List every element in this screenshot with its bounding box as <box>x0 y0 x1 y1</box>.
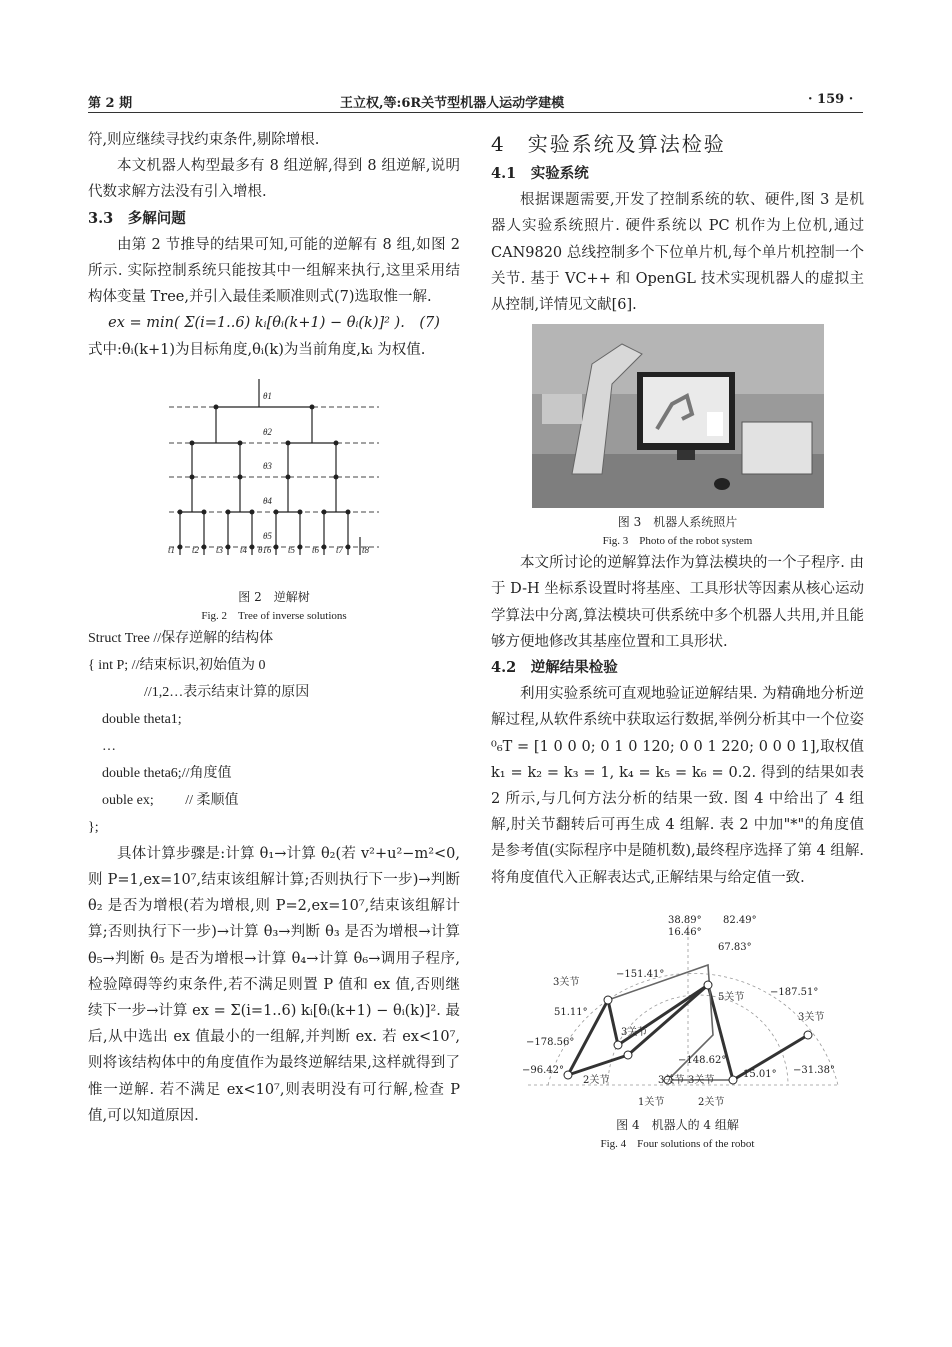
paragraph: 利用实验系统可直观地验证逆解结果. 为精确地分析逆解过程,从软件系统中获取运行数据,举例分析其中一个位姿⁰₆T = [1 0 0 0; 0 1 0 120; 0 0 1 220; 0 0 0 1],取权值 k₁ = k₂ = k₃ = 1, k₄ = k₅ = k₆ = 0.2. 得到的结果如表 2 所示,与几何方法分析的结果一致. 图 4 中给出了 4 组解,肘关节翻转后可再生成 4 组解. 表 2 中加"*"的角度值是参考值(实际程序中是随机数),最终程序选择了第 4 组解. 将角度值代入正解表达式,正解结果与给定值一致. <box>491 686 864 886</box>
page-number: · 159 · <box>808 92 854 107</box>
angle-label: −151.41° <box>615 968 664 980</box>
angle-label: 82.49° <box>722 914 757 926</box>
paragraph: 由第 2 节推导的结果可知,可能的逆解有 8 组,如图 2 所示. 实际控制系统只能按其中一组解来执行,这里采用结构体变量 Tree,并引入最佳柔顺准则式(7)选取惟一解. <box>88 236 460 306</box>
joint-label: 3关节 <box>657 1074 684 1086</box>
joint-label: 2关节 <box>582 1074 609 1086</box>
inverse-solution-tree-figure <box>164 377 384 587</box>
angle-label: 38.89° <box>667 914 702 926</box>
left-column <box>88 127 460 1129</box>
figure-caption-en: Fig. 2 Tree of inverse solutions <box>201 609 347 622</box>
joint-label: 3关节 <box>552 976 579 988</box>
tree-leaf-label: θ16 <box>258 544 272 555</box>
tree-level-label: θ2 <box>263 426 272 437</box>
tree-level-label: θ5 <box>263 530 272 541</box>
tree-leaf-label: t3 <box>216 544 224 555</box>
figure-caption-en: Fig. 3 Photo of the robot system <box>602 535 753 548</box>
tree-leaf-label: t7 <box>336 544 344 555</box>
angle-label: −187.51° <box>769 986 818 998</box>
tree-level-label: θ3 <box>263 460 272 471</box>
paragraph: 式中:θᵢ(k+1)为目标角度,θᵢ(k)为当前角度,kᵢ 为权值. <box>88 341 426 358</box>
paragraph: 根据课题需要,开发了控制系统的软、硬件,图 3 是机器人实验系统照片. 硬件系统以 PC 机作为上位机,通过 CAN9820 总线控制多个下位单片机,每个单片机控制一个关节. 基于 VC++ 和 OpenGL 技术实现机器人的虚拟主从控制,详情见文献[6]. <box>491 192 864 314</box>
code-line: double theta6;//角度值 <box>88 765 232 781</box>
angle-label: −148.62° <box>677 1054 726 1066</box>
paragraph: 符,则应继续寻找约束条件,剔除增根. <box>88 132 320 148</box>
right-column <box>491 127 864 1153</box>
figure-caption: 图 2 逆解树 <box>238 589 310 604</box>
angle-label: −31.38° <box>792 1064 835 1076</box>
angle-label: 67.83° <box>717 941 752 953</box>
figure-caption-en: Fig. 4 Four solutions of the robot <box>600 1137 755 1150</box>
angle-label: −178.56° <box>525 1036 574 1048</box>
joint-label: 2关节 <box>697 1096 724 1108</box>
robot-system-photo <box>532 324 824 508</box>
code-line: }; <box>88 819 99 835</box>
tree-level-label: θ1 <box>263 390 272 401</box>
tree-leaf-label: t6 <box>312 544 320 555</box>
four-solutions-figure <box>508 905 848 1115</box>
angle-label: 15.01° <box>742 1068 777 1080</box>
section-heading: 3.3 多解问题 <box>88 209 186 227</box>
section-heading: 4 实验系统及算法检验 <box>491 132 726 156</box>
code-line: //1,2…表示结束计算的原因 <box>88 684 310 700</box>
angle-label: 16.46° <box>667 926 702 938</box>
code-line: … <box>88 738 116 754</box>
equation-7: ex = min( Σ(i=1..6) kᵢ[θᵢ(k+1) − θᵢ(k)]² ). (7) <box>108 315 440 332</box>
code-line: double theta1; <box>88 711 182 727</box>
joint-label: 3关节 <box>620 1026 647 1038</box>
subsection-heading: 4.1 实验系统 <box>491 165 589 182</box>
header-rule <box>88 112 863 113</box>
tree-leaf-label: t8 <box>362 544 370 555</box>
figure-caption: 图 4 机器人的 4 组解 <box>616 1117 739 1132</box>
tree-leaf-label: t1 <box>168 544 176 555</box>
angle-label: 51.11° <box>553 1006 588 1018</box>
code-line: Struct Tree //保存逆解的结构体 <box>88 630 274 646</box>
issue-number: 第 2 期 <box>88 96 133 111</box>
tree-leaf-label: t2 <box>192 544 200 555</box>
code-line: { int P; //结束标识,初始值为 0 <box>88 657 266 673</box>
joint-label: 5关节 <box>717 991 744 1003</box>
tree-leaf-label: t5 <box>288 544 296 555</box>
joint-label: 3关节 <box>687 1074 714 1086</box>
paragraph: 具体计算步骤是:计算 θ₁→计算 θ₂(若 v²+u²−m²<0,则 P=1,ex=10⁷,结束该组解计算;否则执行下一步)→判断 θ₂ 是否为增根(若为增根,则 P=2,ex=10⁷,结束该组解计算;否则执行下一步)→计算 θ₃→判断 θ₃ 是否为增根→计算 θ₅→判断 θ₅ 是否为增根→计算 θ₄→计算 θ₆→调用子程序,检验障碍等约束条件,若不满足则置 P 值和 ex 值,否则继续下一步→计算 ex = Σ(i=1..6) kᵢ[θᵢ(k+1) − θᵢ(k)]². 最后,从中选出 ex 值最小的一组解,并判断 ex. 若 ex<10⁷,则将该结构体中的角度值作为最终逆解结果,这样就得到了惟一逆解. 若不满足 ex<10⁷,则表明没有可行解,检查 P 值,可以知道原因. <box>88 845 460 1124</box>
figure-caption: 图 3 机器人系统照片 <box>617 515 738 530</box>
code-listing <box>88 625 460 841</box>
code-line: ouble ex; // 柔顺值 <box>88 792 239 808</box>
angle-label: −96.42° <box>521 1064 564 1076</box>
paragraph: 本文所讨论的逆解算法作为算法模块的一个子程序. 由于 D-H 坐标系设置时将基座、工具形状等因素从核心运动学算法中分离,算法模块可供系统中多个机器人共用,并且能够方便地修改其基座位置和工具形状. <box>491 555 864 650</box>
running-title: 王立权,等:6R关节型机器人运动学建模 <box>340 96 565 111</box>
joint-label: 3关节 <box>797 1011 824 1023</box>
tree-level-label: θ4 <box>263 495 272 506</box>
subsection-heading: 4.2 逆解结果检验 <box>491 659 618 677</box>
tree-leaf-label: t4 <box>240 544 248 555</box>
paragraph: 本文机器人构型最多有 8 组逆解,得到 8 组逆解,说明代数求解方法没有引入增根. <box>88 158 460 201</box>
photo-illustration <box>532 324 824 508</box>
joint-label: 1关节 <box>637 1096 664 1108</box>
